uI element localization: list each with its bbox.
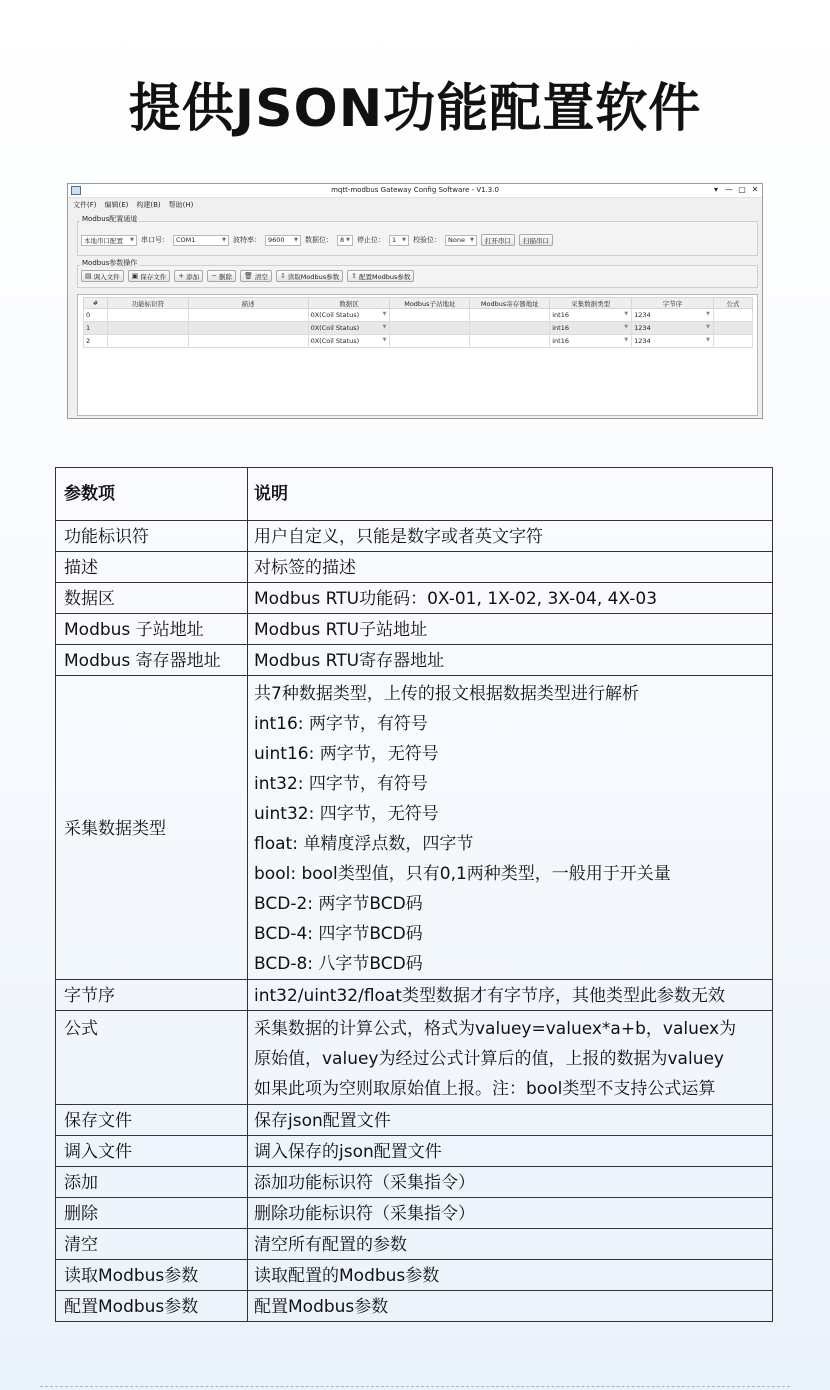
chevron-down-icon: ▼ <box>222 236 226 243</box>
param-name: 描述 <box>56 552 248 583</box>
byte-order-select[interactable]: 1234 ▼ <box>632 322 714 335</box>
parity-label: 校验位： <box>413 236 441 244</box>
stopbits-select[interactable]: 1 ▼ <box>389 235 409 246</box>
minimize-icon[interactable]: — <box>725 185 733 194</box>
download-icon: ⇩ <box>279 272 286 280</box>
param-name: 配置Modbus参数 <box>56 1291 248 1322</box>
param-row <box>56 1198 773 1229</box>
ops-group <box>77 259 758 288</box>
databits-label: 数据位： <box>305 236 333 244</box>
param-desc <box>248 1011 773 1105</box>
stopbits-label: 停止位： <box>357 236 385 244</box>
baud-select[interactable]: 9600 ▼ <box>265 235 301 246</box>
scan-port-button[interactable]: 扫描串口 <box>519 234 553 246</box>
channel-group-label: Modbus配置通道 <box>82 215 138 223</box>
param-name: Modbus 寄存器地址 <box>56 645 248 676</box>
grid-header-cell[interactable]: 采集数据类型 <box>550 298 632 309</box>
register-address-cell[interactable] <box>470 335 550 348</box>
identifier-cell[interactable] <box>107 335 188 348</box>
window-title: mqtt-modbus Gateway Config Software - V1.3.0 <box>331 186 499 194</box>
param-row <box>56 1167 773 1198</box>
data-type-select[interactable]: int16 ▼ <box>550 309 632 322</box>
chevron-down-icon: ▼ <box>382 311 387 317</box>
param-desc: 用户自定义，只能是数字或者英文字符 <box>248 521 773 552</box>
param-desc-line: int32: 四字节，有符号 <box>254 774 428 794</box>
grid-header-cell[interactable]: Modbus子站地址 <box>390 298 470 309</box>
plus-icon: + <box>178 272 185 280</box>
chevron-down-icon: ▼ <box>624 324 629 330</box>
param-desc: 删除功能标识符（采集指令） <box>248 1198 773 1229</box>
read-modbus-button[interactable]: ⇩ 读取Modbus参数 <box>276 270 343 282</box>
param-row <box>56 676 773 980</box>
param-desc-line: int16: 两字节，有符号 <box>254 714 428 734</box>
param-name: 数据区 <box>56 583 248 614</box>
param-desc-line: BCD-4: 四字节BCD码 <box>254 924 423 944</box>
open-port-button[interactable]: 打开串口 <box>481 234 515 246</box>
app-window <box>67 183 763 419</box>
param-desc-line: uint32: 四字节，无符号 <box>254 804 439 824</box>
param-desc: 配置Modbus参数 <box>248 1291 773 1322</box>
param-desc-line: 采集数据的计算公式，格式为valuey=valuex*a+b，valuex为 <box>254 1019 737 1039</box>
table-row[interactable] <box>84 309 753 322</box>
chevron-down-icon: ▼ <box>382 337 387 343</box>
formula-cell[interactable] <box>713 322 752 335</box>
config-modbus-button[interactable]: ⇧ 配置Modbus参数 <box>347 270 414 282</box>
param-desc: 对标签的描述 <box>248 552 773 583</box>
param-desc: Modbus RTU寄存器地址 <box>248 645 773 676</box>
port-select[interactable]: COM1 ▼ <box>173 235 229 246</box>
param-desc: 添加功能标识符（采集指令） <box>248 1167 773 1198</box>
param-name: 采集数据类型 <box>56 676 248 980</box>
close-icon[interactable]: ✕ <box>751 185 759 194</box>
param-name: 读取Modbus参数 <box>56 1260 248 1291</box>
register-address-cell[interactable] <box>470 322 550 335</box>
grid-header-cell[interactable]: 公式 <box>713 298 752 309</box>
param-row <box>56 1260 773 1291</box>
param-name: 添加 <box>56 1167 248 1198</box>
add-button[interactable]: + 添加 <box>174 270 203 282</box>
identifier-cell[interactable] <box>107 309 188 322</box>
formula-cell[interactable] <box>713 335 752 348</box>
chevron-down-icon: ▼ <box>294 236 298 243</box>
param-row <box>56 1291 773 1322</box>
param-row <box>56 1136 773 1167</box>
description-cell[interactable] <box>188 309 308 322</box>
port-label: 串口号： <box>141 236 169 244</box>
minus-icon: − <box>211 272 217 280</box>
description-cell[interactable] <box>188 322 308 335</box>
identifier-cell[interactable] <box>107 322 188 335</box>
param-desc <box>248 676 773 980</box>
grid-header-cell[interactable]: # <box>84 298 108 309</box>
databits-select[interactable]: 8 ▼ <box>337 235 353 246</box>
chevron-down-icon: ▼ <box>470 236 474 243</box>
param-desc-line: float: 单精度浮点数，四字节 <box>254 834 474 854</box>
param-row <box>56 1229 773 1260</box>
data-type-select[interactable]: int16 ▼ <box>550 322 632 335</box>
save-file-button[interactable]: ▣ 保存文件 <box>128 270 171 282</box>
grid-header-cell[interactable]: Modbus寄存器地址 <box>470 298 550 309</box>
data-type-select[interactable]: int16 ▼ <box>550 335 632 348</box>
chevron-down-icon: ▼ <box>624 311 629 317</box>
param-desc-line: bool: bool类型值，只有0,1两种类型，一般用于开关量 <box>254 864 671 884</box>
param-name: 清空 <box>56 1229 248 1260</box>
menu-file[interactable]: 文件(F) <box>73 200 97 209</box>
table-row[interactable] <box>84 335 753 348</box>
baud-label: 波特率： <box>233 236 261 244</box>
param-header-desc: 说明 <box>248 468 773 521</box>
file-open-icon: ▤ <box>85 272 92 280</box>
param-name: 调入文件 <box>56 1136 248 1167</box>
param-name: 功能标识符 <box>56 521 248 552</box>
param-row <box>56 552 773 583</box>
param-desc: 调入保存的json配置文件 <box>248 1136 773 1167</box>
row-index: 1 <box>84 322 108 335</box>
menu-build[interactable]: 构建(B) <box>136 200 161 209</box>
slave-address-cell[interactable] <box>390 309 470 322</box>
parity-select[interactable]: None ▼ <box>445 235 477 246</box>
channel-group <box>77 215 758 256</box>
param-desc: Modbus RTU子站地址 <box>248 614 773 645</box>
param-desc-line: BCD-2: 两字节BCD码 <box>254 894 423 914</box>
param-row <box>56 1011 773 1105</box>
grid-header-cell[interactable]: 字节序 <box>632 298 714 309</box>
param-row <box>56 521 773 552</box>
chevron-down-icon: ▼ <box>346 236 350 243</box>
chevron-down-icon: ▼ <box>382 324 387 330</box>
param-desc: int32/uint32/float类型数据才有字节序，其他类型此参数无效 <box>248 980 773 1011</box>
chevron-down-icon: ▼ <box>706 337 710 343</box>
param-header-name: 参数项 <box>56 468 248 521</box>
param-row <box>56 1105 773 1136</box>
delete-button[interactable]: − 删除 <box>207 270 236 282</box>
formula-cell[interactable] <box>713 309 752 322</box>
param-name: Modbus 子站地址 <box>56 614 248 645</box>
menu-help[interactable]: 帮助(H) <box>168 200 194 209</box>
byte-order-select[interactable]: 1234 ▼ <box>632 309 714 322</box>
byte-order-select[interactable]: 1234 ▼ <box>632 335 714 348</box>
clear-button[interactable]: 🗑 清空 <box>240 270 272 282</box>
slave-address-cell[interactable] <box>390 322 470 335</box>
window-titlebar <box>68 184 762 198</box>
param-name: 保存文件 <box>56 1105 248 1136</box>
mode-select[interactable]: 本地串口配置 ▼ <box>81 235 137 246</box>
data-area-select[interactable]: 0X(Coil Status) ▼ <box>308 335 390 348</box>
param-desc-line: 如果此项为空则取原始值上报。注：bool类型不支持公式运算 <box>254 1079 716 1099</box>
param-row <box>56 614 773 645</box>
ops-group-label: Modbus参数操作 <box>82 259 138 267</box>
param-table-header <box>56 468 773 521</box>
slave-address-cell[interactable] <box>390 335 470 348</box>
maximize-icon[interactable]: ▢ <box>738 185 746 194</box>
grid-header-cell[interactable]: 功能标识符 <box>107 298 188 309</box>
table-row[interactable] <box>84 322 753 335</box>
row-index: 0 <box>84 309 108 322</box>
chevron-down-icon: ▼ <box>402 236 406 243</box>
window-menu-icon[interactable]: ▾ <box>713 185 718 194</box>
data-area-select[interactable]: 0X(Coil Status) ▼ <box>308 309 390 322</box>
upload-icon: ⇧ <box>351 272 357 280</box>
param-desc: 保存json配置文件 <box>248 1105 773 1136</box>
chevron-down-icon: ▼ <box>130 236 134 243</box>
row-index: 2 <box>84 335 108 348</box>
param-desc-line: BCD-8: 八字节BCD码 <box>254 954 423 974</box>
param-desc-line: 原始值，valuey为经过公式计算后的值，上报的数据为valuey <box>254 1049 724 1069</box>
load-file-button[interactable]: ▤ 调入文件 <box>81 270 124 282</box>
grid-header-row <box>84 298 753 309</box>
register-address-cell[interactable] <box>470 309 550 322</box>
param-name: 删除 <box>56 1198 248 1229</box>
param-table <box>55 467 773 1322</box>
param-row <box>56 980 773 1011</box>
chevron-down-icon: ▼ <box>706 324 710 330</box>
param-desc: 读取配置的Modbus参数 <box>248 1260 773 1291</box>
param-grid <box>77 294 758 416</box>
trash-icon: 🗑 <box>244 272 253 280</box>
page-title: 提供JSON功能配置软件 <box>128 79 702 139</box>
param-desc-line: uint16: 两字节，无符号 <box>254 744 439 764</box>
description-cell[interactable] <box>188 335 308 348</box>
param-desc-line: 共7种数据类型，上传的报文根据数据类型进行解析 <box>254 684 639 704</box>
chevron-down-icon: ▼ <box>706 311 710 317</box>
data-area-select[interactable]: 0X(Coil Status) ▼ <box>308 322 390 335</box>
grid-header-cell[interactable]: 描述 <box>188 298 308 309</box>
chevron-down-icon: ▼ <box>624 337 629 343</box>
grid-header-cell[interactable]: 数据区 <box>308 298 390 309</box>
menu-edit[interactable]: 编辑(E) <box>104 200 129 209</box>
param-name: 字节序 <box>56 980 248 1011</box>
save-icon: ▣ <box>131 272 139 280</box>
param-desc: Modbus RTU功能码：0X-01, 1X-02, 3X-04, 4X-03 <box>248 583 773 614</box>
param-desc: 清空所有配置的参数 <box>248 1229 773 1260</box>
param-row <box>56 583 773 614</box>
divider <box>40 1386 790 1387</box>
menubar <box>68 198 762 211</box>
param-row <box>56 645 773 676</box>
param-name: 公式 <box>56 1011 248 1105</box>
